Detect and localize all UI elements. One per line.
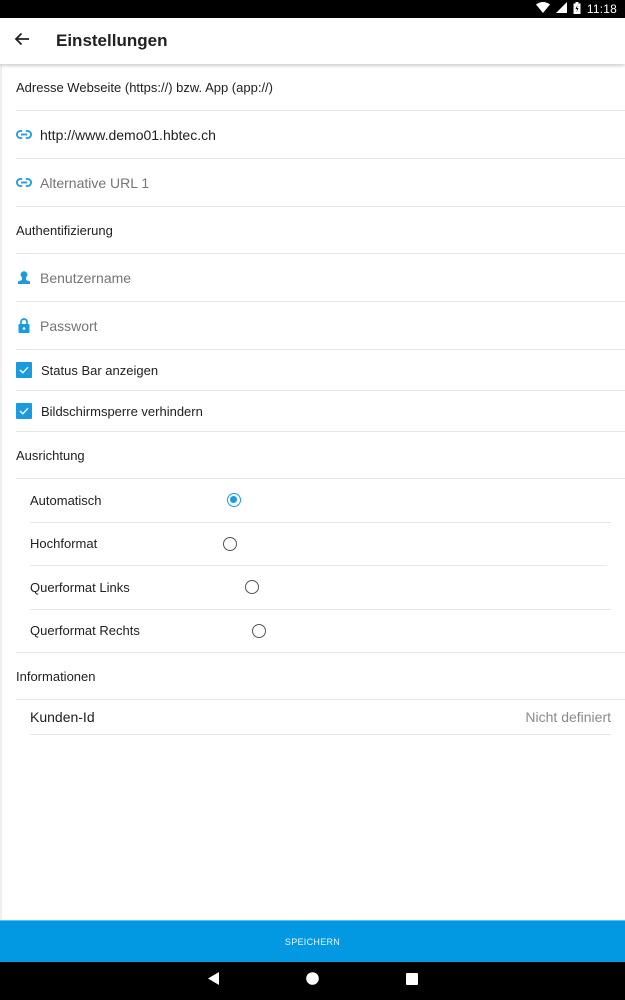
divider bbox=[30, 734, 611, 735]
section-header-address: Adresse Webseite (https://) bzw. App (app://) bbox=[16, 79, 273, 95]
system-nav-bar bbox=[0, 962, 625, 1000]
status-bar bbox=[0, 0, 625, 18]
password-input[interactable] bbox=[40, 318, 580, 334]
wifi-icon bbox=[536, 2, 550, 16]
info-value: Nicht definiert bbox=[525, 709, 611, 725]
info-row-kunden-id bbox=[2, 700, 625, 734]
back-button[interactable] bbox=[0, 18, 44, 64]
radio-option-automatisch[interactable] bbox=[2, 479, 625, 522]
section-header-info: Informationen bbox=[16, 668, 96, 684]
url-field-row bbox=[2, 111, 625, 158]
nav-back-button[interactable] bbox=[207, 974, 221, 988]
checkbox-label: Status Bar anzeigen bbox=[41, 362, 159, 378]
radio-unselected-icon[interactable] bbox=[223, 537, 237, 551]
circle-home-icon bbox=[306, 972, 319, 990]
battery-charging-icon bbox=[573, 2, 581, 17]
radio-selected-icon[interactable] bbox=[227, 493, 241, 507]
cellular-signal-icon bbox=[556, 2, 567, 16]
arrow-left-icon bbox=[14, 32, 30, 51]
checkbox-prevent-screen-lock[interactable] bbox=[2, 391, 625, 431]
radio-label: Automatisch bbox=[30, 492, 102, 508]
settings-content[interactable] bbox=[0, 64, 625, 920]
user-icon bbox=[16, 270, 32, 286]
radio-unselected-icon[interactable] bbox=[252, 624, 266, 638]
clock: 11:18 bbox=[586, 2, 617, 16]
link-icon bbox=[16, 175, 32, 191]
triangle-back-icon bbox=[208, 972, 219, 990]
radio-option-querformat-links[interactable] bbox=[2, 566, 625, 609]
checkbox-checked-icon[interactable] bbox=[16, 362, 32, 378]
radio-label: Hochformat bbox=[30, 536, 98, 552]
nav-recents-button[interactable] bbox=[405, 974, 419, 988]
url-input[interactable] bbox=[40, 127, 580, 143]
section-header-orientation: Ausrichtung bbox=[16, 447, 85, 463]
alternative-url-input[interactable] bbox=[40, 175, 580, 191]
nav-home-button[interactable] bbox=[306, 974, 320, 988]
square-recents-icon bbox=[406, 972, 418, 990]
section-header-auth: Authentifizierung bbox=[16, 222, 113, 238]
radio-label: Querformat Rechts bbox=[30, 623, 140, 639]
app-bar bbox=[0, 18, 625, 64]
radio-option-hochformat[interactable] bbox=[2, 523, 625, 566]
page-title: Einstellungen bbox=[56, 31, 168, 50]
link-icon bbox=[16, 127, 32, 143]
info-label: Kunden-Id bbox=[30, 709, 95, 725]
radio-unselected-icon[interactable] bbox=[245, 580, 259, 594]
radio-option-querformat-rechts[interactable] bbox=[2, 610, 625, 653]
username-input[interactable] bbox=[40, 270, 580, 286]
username-field-row bbox=[2, 254, 625, 301]
lock-icon bbox=[16, 318, 32, 334]
radio-label: Querformat Links bbox=[30, 579, 130, 595]
alternative-url-field-row bbox=[2, 159, 625, 206]
password-field-row bbox=[2, 302, 625, 349]
checkbox-checked-icon[interactable] bbox=[16, 403, 32, 419]
checkbox-status-bar[interactable] bbox=[2, 350, 625, 390]
save-button[interactable]: SPEICHERN bbox=[0, 920, 625, 962]
checkbox-label: Bildschirmsperre verhindern bbox=[41, 403, 203, 419]
